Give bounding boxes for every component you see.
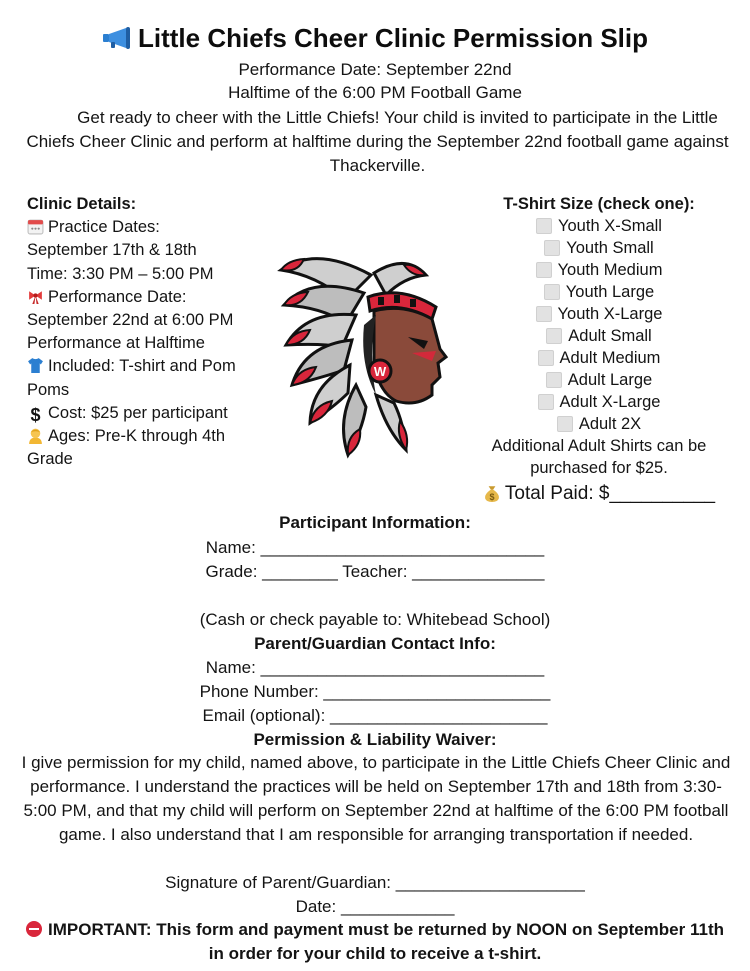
size-option[interactable] xyxy=(470,391,728,413)
additional-shirts: Additional Adult Shirts can be purchased for $25. xyxy=(491,437,707,477)
size-checkbox[interactable] xyxy=(536,306,552,322)
ages-text: Ages: Pre-K through 4th Grade xyxy=(27,427,226,469)
calendar-icon xyxy=(27,218,44,235)
intro-text: Get ready to cheer with the Little Chiefs! Your child is invited to participate in the Little Chiefs Cheer Clinic and perform at halftime during the September 22nd football game against Thackerville. xyxy=(26,108,729,175)
parent-name-field[interactable]: Name: ______________________________ xyxy=(205,658,545,677)
size-option[interactable] xyxy=(470,325,728,347)
size-option[interactable] xyxy=(470,281,728,303)
clinic-details xyxy=(27,193,272,471)
size-checkbox[interactable] xyxy=(536,262,552,278)
signature-field[interactable]: Signature of Parent/Guardian: ____________________ xyxy=(165,873,585,892)
waiver-heading: Permission & Liability Waiver: xyxy=(253,730,497,749)
stop-icon xyxy=(26,921,42,937)
ribbon-icon xyxy=(27,288,44,305)
size-label: Adult 2X xyxy=(578,415,642,433)
size-checkbox[interactable] xyxy=(538,350,554,366)
size-label: Youth X-Large xyxy=(557,305,663,323)
total-paid-row[interactable] xyxy=(470,481,728,507)
size-checkbox[interactable] xyxy=(536,218,552,234)
size-option[interactable] xyxy=(470,259,728,281)
size-option[interactable] xyxy=(470,413,728,435)
performance-date: September 22nd at 6:00 PM xyxy=(27,311,234,330)
child-icon xyxy=(27,427,44,444)
tshirt-section xyxy=(470,193,728,507)
clinic-heading: Clinic Details: xyxy=(27,195,137,213)
practice-label: Practice Dates: xyxy=(48,218,160,237)
intro-paragraph xyxy=(25,106,730,178)
megaphone-icon xyxy=(102,22,132,58)
performance-date-line: Performance Date: September 22nd xyxy=(238,60,512,79)
email-field[interactable]: Email (optional): _______________________ xyxy=(202,706,548,725)
practice-dates: September 17th & 18th xyxy=(27,241,197,260)
size-checkbox[interactable] xyxy=(544,284,560,300)
total-paid: Total Paid: $__________ xyxy=(504,483,716,504)
participant-name-field[interactable]: Name: ______________________________ xyxy=(205,538,545,557)
chief-logo xyxy=(276,245,456,470)
performance-at: Performance at Halftime xyxy=(27,334,205,353)
practice-label-row xyxy=(27,216,272,239)
grade-teacher-field[interactable]: Grade: ________ Teacher: ______________ xyxy=(205,562,545,581)
ages-row xyxy=(27,425,272,471)
size-label: Adult Small xyxy=(568,327,652,345)
size-label: Adult Medium xyxy=(559,349,661,367)
important-notice xyxy=(25,918,725,966)
face xyxy=(363,308,446,403)
size-option[interactable] xyxy=(470,237,728,259)
page-title xyxy=(0,20,750,58)
payable-note: (Cash or check payable to: Whitebead School) xyxy=(199,610,551,629)
size-label: Adult Large xyxy=(567,371,653,389)
tshirt-icon xyxy=(27,357,44,374)
halftime-line: Halftime of the 6:00 PM Football Game xyxy=(228,83,522,102)
date-field[interactable]: Date: ____________ xyxy=(295,897,455,916)
phone-field[interactable]: Phone Number: ________________________ xyxy=(199,682,551,701)
tshirt-heading: T-Shirt Size (check one): xyxy=(503,195,695,213)
size-label: Youth Small xyxy=(566,239,654,257)
waiver-text: I give permission for my child, named above, to participate in the Little Chiefs Cheer Clinic and performance. I understand the practices will be held on September 17th and 18th from 3:30-5:00 PM, and that my child will perform on September 22nd at halftime of the 6:00 PM football game. I also understand that I am responsible for arranging transportation if needed. xyxy=(21,753,731,844)
size-option[interactable] xyxy=(470,369,728,391)
included-text: Included: T-shirt and Pom Poms xyxy=(27,357,236,399)
performance-label: Performance Date: xyxy=(48,287,187,306)
size-checkbox[interactable] xyxy=(557,416,573,432)
svg-text:$: $ xyxy=(489,491,495,502)
included-row xyxy=(27,355,272,401)
size-label: Adult X-Large xyxy=(559,393,661,411)
title-text: Little Chiefs Cheer Clinic Permission Slip xyxy=(137,23,648,53)
participant-heading: Participant Information: xyxy=(279,513,471,532)
performance-label-row xyxy=(27,286,272,309)
dollar-icon: $ xyxy=(30,404,41,425)
clinic-time: Time: 3:30 PM – 5:00 PM xyxy=(27,264,214,283)
size-option[interactable] xyxy=(470,215,728,237)
cost-text: Cost: $25 per participant xyxy=(48,403,228,422)
size-checkbox[interactable] xyxy=(538,394,554,410)
size-checkbox[interactable] xyxy=(546,372,562,388)
important-text: IMPORTANT: This form and payment must be returned by NOON on September 11th in order for your child to receive a t-shirt. xyxy=(48,920,724,963)
parent-heading: Parent/Guardian Contact Info: xyxy=(254,634,496,653)
size-label: Youth X-Small xyxy=(558,217,662,235)
size-checkbox[interactable] xyxy=(544,240,560,256)
logo-letter: W xyxy=(373,364,387,379)
size-label: Youth Large xyxy=(565,283,655,301)
size-checkbox[interactable] xyxy=(546,328,562,344)
size-option[interactable] xyxy=(470,303,728,325)
size-option[interactable] xyxy=(470,347,728,369)
cost-row xyxy=(27,402,272,425)
size-label: Youth Medium xyxy=(557,261,663,279)
moneybag-icon xyxy=(483,484,501,502)
